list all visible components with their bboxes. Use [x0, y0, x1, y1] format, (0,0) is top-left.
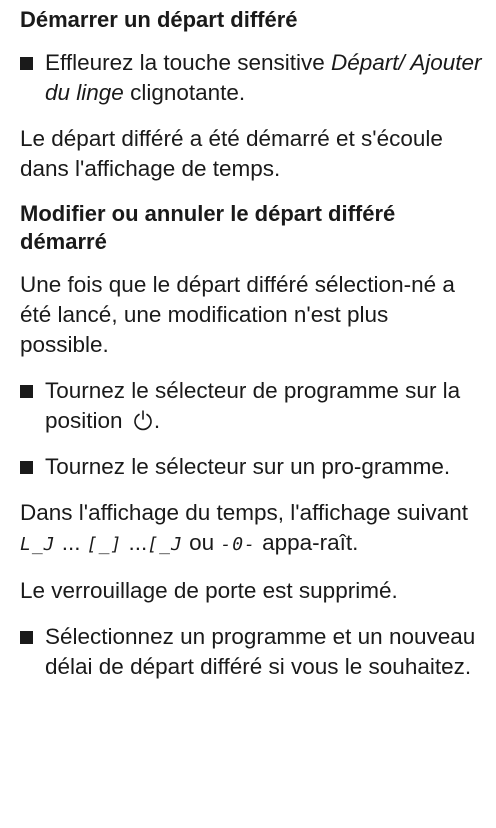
display-text: Dans l'affichage du temps, l'affichage suivant	[20, 500, 469, 525]
instruction-select-program	[20, 622, 482, 682]
bullet-square-icon	[20, 631, 33, 644]
display-paragraph	[20, 498, 482, 560]
bullet-square-icon	[20, 385, 33, 398]
display-code: -0-	[220, 534, 256, 555]
instruction-touch-start	[20, 48, 482, 108]
info-paragraph: Une fois que le départ différé sélection-né a été lancé, une modification n'est plus possible.	[20, 272, 455, 357]
door-lock-paragraph: Le verrouillage de porte est supprimé.	[20, 578, 398, 603]
separator: ou	[182, 530, 221, 555]
bullet-square-icon	[20, 461, 33, 474]
instruction-prefix: Tournez le sélecteur de programme sur la position	[45, 378, 461, 433]
power-icon	[132, 409, 154, 431]
key-name: Départ/ Ajouter du linge	[45, 50, 482, 105]
display-code: [_]	[86, 534, 123, 555]
instruction-turn-selector-off	[20, 376, 482, 436]
display-code: [_J	[147, 534, 183, 555]
display-text: appa-raît.	[255, 530, 359, 555]
section-heading-start-delay: Démarrer un départ différé	[20, 7, 298, 32]
section-heading-modify-delay: Modifier ou annuler le départ différé démarré	[20, 201, 396, 254]
bullet-square-icon	[20, 57, 33, 70]
separator: ...	[55, 530, 87, 555]
instruction-turn-selector-program	[20, 452, 482, 482]
instruction-suffix: clignotante.	[123, 80, 246, 105]
instruction-text	[45, 48, 482, 108]
separator: ...	[122, 530, 148, 555]
instruction-prefix: Effleurez la touche sensitive	[45, 50, 331, 75]
instruction-text	[45, 376, 482, 436]
instruction-text: Tournez le sélecteur sur un pro-gramme.	[45, 454, 451, 479]
instruction-suffix: .	[153, 408, 161, 433]
instruction-text: Sélectionnez un programme et un nouveau délai de départ différé si vous le souhaitez.	[45, 624, 476, 679]
display-code: L_J	[20, 534, 56, 555]
result-paragraph: Le départ différé a été démarré et s'écoule dans l'affichage de temps.	[20, 126, 443, 181]
